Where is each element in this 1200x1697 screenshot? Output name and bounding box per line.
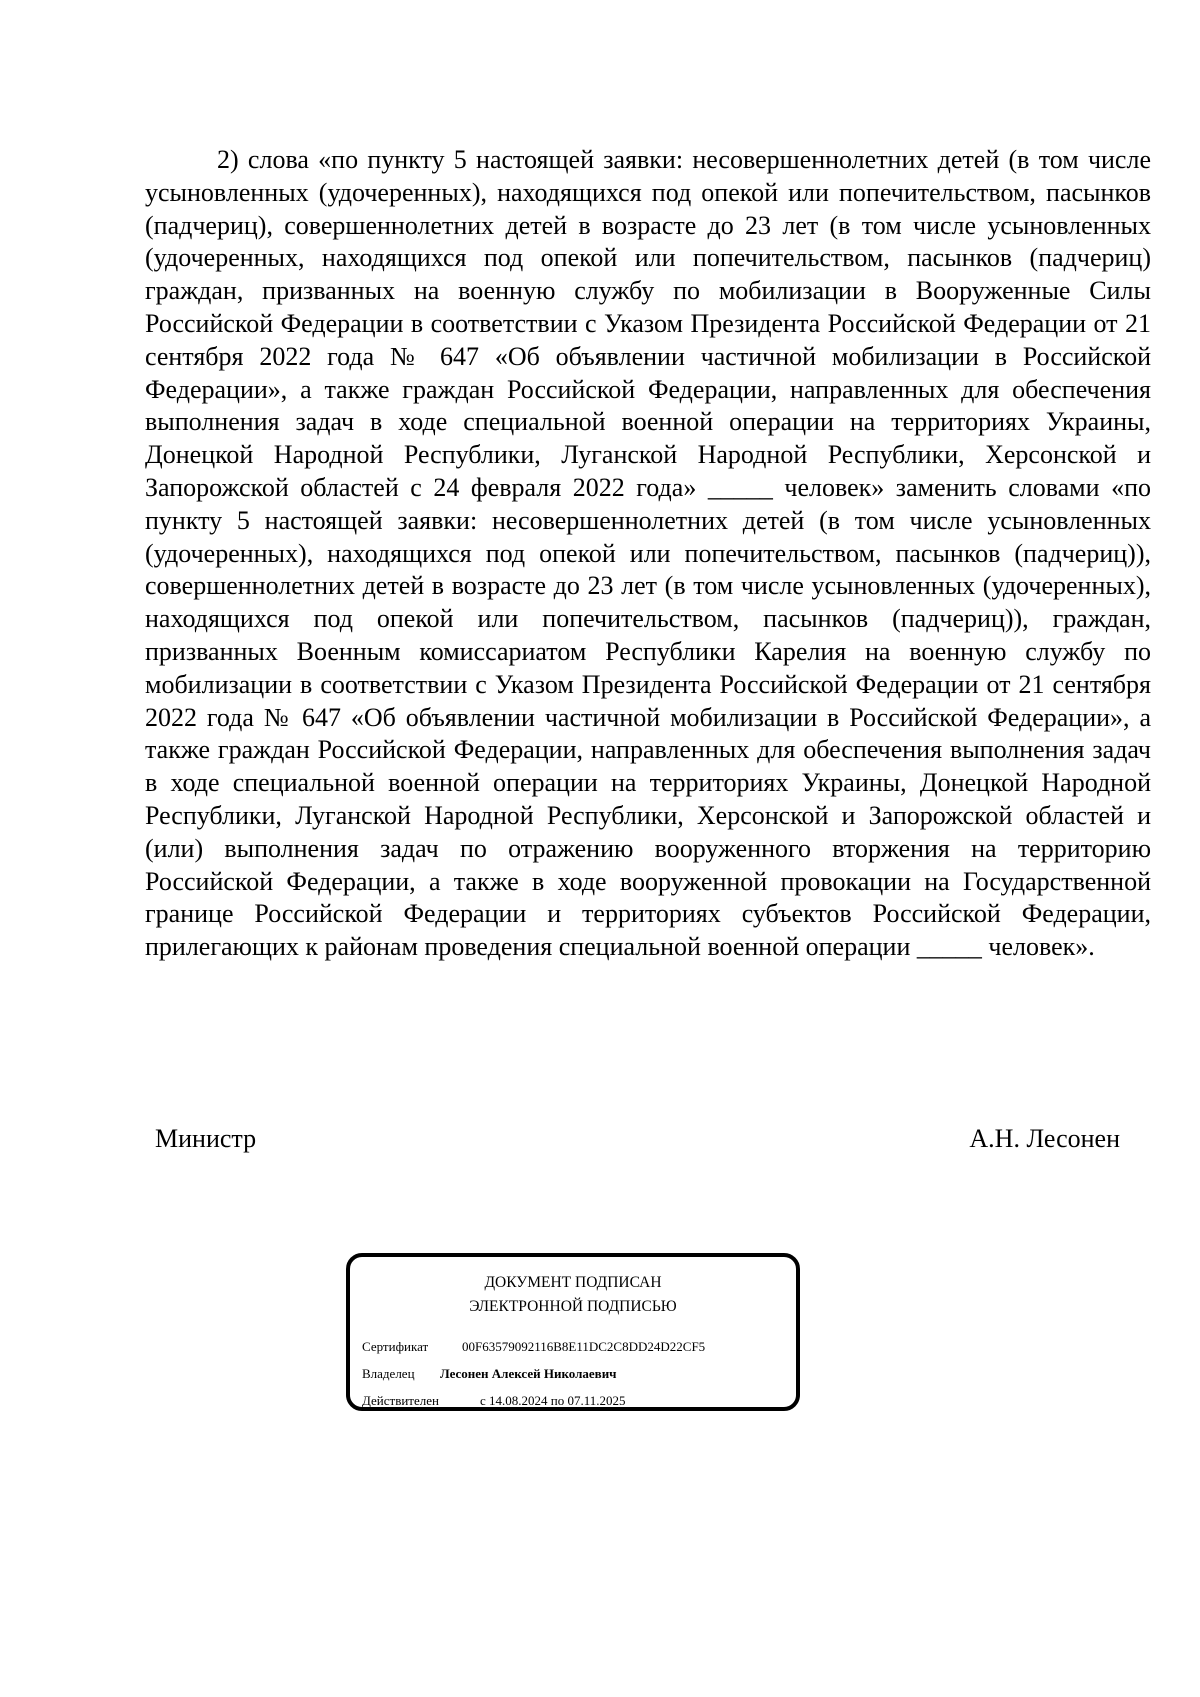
certificate-label: Сертификат: [362, 1339, 429, 1354]
validity-value: с 14.08.2024 по 07.11.2025: [480, 1393, 626, 1408]
signatory-position: Министр: [155, 1124, 257, 1153]
signatory-name: А.Н. Лесонен: [969, 1124, 1120, 1153]
electronic-signature-stamp: [346, 1253, 800, 1411]
stamp-validity-row: [362, 1393, 626, 1409]
validity-label: Действителен: [362, 1393, 439, 1408]
stamp-title: [350, 1271, 796, 1319]
owner-value: Лесонен Алексей Николаевич: [440, 1366, 617, 1381]
amendment-paragraph: 2) слова «по пункту 5 настоящей заявки: несовершеннолетних детей (в том числе усыновленных (удочеренных), находящихся под опекой или попечительством, пасынков (падчериц), совершеннолетних детей в возрасте до 23 лет (в том числе усыновленных (удочеренных, находящихся под опекой или попечительством, пасынков (падчериц) граждан, призванных на военную службу по мобилизации в Вооруженные Силы Российской Федерации в соответствии с Указом Президента Российской Федерации от 21 сентября 2022 года № 647 «Об объявлении частичной мобилизации в Российской Федерации», а также граждан Российской Федерации, направленных для обеспечения выполнения задач в ходе специальной военной операции на территориях Украины, Донецкой Народной Республики, Луганской Народной Республики, Херсонской и Запорожской областей с 24 февраля 2022 года» _____ человек» заменить словами «по пункту 5 настоящей заявки: несовершеннолетних детей (в том числе усыновленных (удочеренных), находящихся под опекой или попечительством, пасынков (падчериц)), совершеннолетних детей в возрасте до 23 лет (в том числе усыновленных (удочеренных), находящихся под опекой или попечительством, пасынков (падчериц)), граждан, призванных Военным комиссариатом Республики Карелия на военную службу по мобилизации в соответствии с Указом Президента Российской Федерации от 21 сентября 2022 года № 647 «Об объявлении частичной мобилизации в Российской Федерации», а также граждан Российской Федерации, направленных для обеспечения выполнения задач в ходе специальной военной операции на территориях Украины, Донецкой Народной Республики, Луганской Народной Республики, Херсонской и Запорожской областей и (или) выполнения задач по отражению вооруженного вторжения на территорию Российской Федерации, а также в ходе вооруженной провокации на Государственной границе Российской Федерации и территориях субъектов Российской Федерации, прилегающих к районам проведения специальной военной операции _____ человек».: [145, 145, 1151, 962]
certificate-value: 00F63579092116B8E11DC2C8DD24D22CF5: [462, 1339, 706, 1354]
stamp-title-line-1: ДОКУМЕНТ ПОДПИСАН: [484, 1274, 662, 1291]
stamp-certificate-row: [362, 1339, 705, 1355]
stamp-title-line-2: ЭЛЕКТРОННОЙ ПОДПИСЬЮ: [469, 1298, 677, 1315]
stamp-owner-row: [362, 1366, 617, 1382]
owner-label: Владелец: [362, 1366, 415, 1381]
